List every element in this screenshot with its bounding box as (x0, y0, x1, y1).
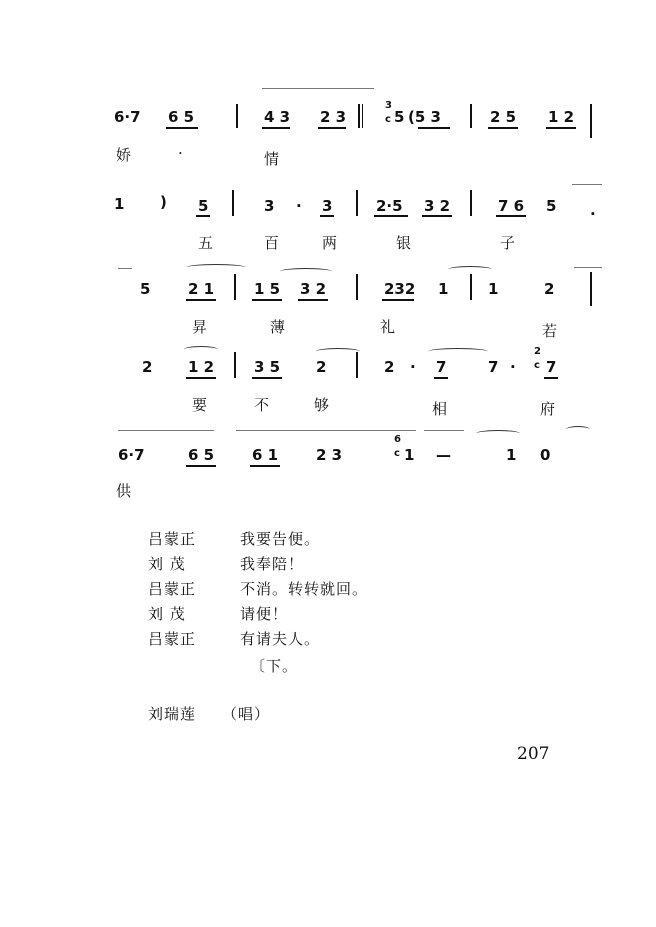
grace-mark: c (385, 114, 391, 125)
tie (428, 348, 488, 355)
lyric: 两 (322, 234, 338, 252)
tie (280, 268, 332, 275)
lyric: 子 (500, 234, 516, 252)
note: 1 (506, 446, 517, 464)
speech: 不消。转转就回。 (240, 580, 369, 598)
beam-line (166, 127, 198, 129)
beam-line (252, 377, 282, 379)
note: 7 (436, 358, 447, 376)
dot: · (296, 197, 302, 215)
dot: · (510, 358, 516, 376)
lyric: 情 (264, 150, 280, 168)
barline (236, 104, 238, 128)
grace-mark: c (394, 448, 400, 459)
note: 5 (140, 280, 151, 298)
note-group: 1 5 (254, 280, 281, 298)
note-group: 6·7 (118, 446, 145, 464)
beam-line (186, 299, 216, 301)
tie (184, 346, 218, 353)
beam-line (422, 215, 452, 217)
tie (186, 264, 246, 271)
note: 5 (198, 197, 209, 215)
note: 7 (546, 358, 557, 376)
note: 2 (142, 358, 153, 376)
beam-line (186, 377, 216, 379)
grace-mark: c (534, 360, 540, 371)
dash-line (236, 430, 416, 431)
grace-note: 2 (534, 346, 541, 357)
note-group: 2 1 (188, 280, 215, 298)
beam-line (262, 127, 290, 129)
beam-line (382, 299, 414, 301)
grace-note: 3 (385, 100, 392, 111)
dash-line (572, 184, 602, 185)
barline (356, 352, 358, 378)
note-group: 6·7 (114, 108, 141, 126)
beam-line (298, 299, 328, 301)
beam-line (544, 377, 558, 379)
lyric: 相 (432, 400, 448, 418)
beam-line (546, 127, 576, 129)
beam-line (250, 465, 280, 467)
tie (448, 266, 492, 273)
beam-line (252, 299, 282, 301)
lyric: 够 (314, 396, 330, 414)
note-group: 4 3 (264, 108, 291, 126)
speech: 我要告便。 (240, 530, 321, 548)
note-group: 1 2 (188, 358, 215, 376)
dash-line (118, 430, 214, 431)
grace-note: 6 (394, 434, 401, 445)
barline (234, 352, 236, 378)
next-singer: 刘瑞莲 (148, 705, 197, 723)
note: 0 (540, 446, 551, 464)
note: 1 (438, 280, 449, 298)
barline (470, 104, 472, 128)
lyric: 若 (542, 322, 558, 340)
note: 2 (544, 280, 555, 298)
lyric: 五 (198, 234, 214, 252)
barline (470, 274, 472, 300)
speaker: 吕蒙正 (148, 580, 197, 598)
lyric: 供 (116, 482, 132, 500)
note-group: 3 2 (424, 197, 451, 215)
note: 5 (394, 108, 405, 126)
note-group: 232 (384, 280, 416, 298)
lyric: 银 (396, 234, 412, 252)
note: 2 (384, 358, 395, 376)
speech: 请便！ (240, 605, 289, 623)
note: 1 (114, 195, 125, 213)
stage-direction: 〔下。 (250, 657, 299, 675)
lyric: 要 (192, 396, 208, 414)
beam-line (374, 215, 408, 217)
note-group: 2 3 (316, 446, 343, 464)
barline (232, 190, 234, 216)
note-group: 3 2 (300, 280, 327, 298)
lyric: · (178, 144, 183, 162)
lyric: 薄 (270, 318, 286, 336)
speaker: 吕蒙正 (148, 630, 197, 648)
barline (590, 272, 592, 306)
speech: 我奉陪！ (240, 555, 305, 573)
beam-line (320, 215, 334, 217)
beam-line (488, 127, 518, 129)
dash-line (262, 88, 374, 89)
note: 1 (404, 446, 415, 464)
lyric: 娇 (116, 146, 132, 164)
note-group: 2 5 (490, 108, 517, 126)
barline (358, 104, 360, 128)
barline (356, 190, 358, 216)
tie (316, 348, 360, 355)
note-group: 7 6 (498, 197, 525, 215)
beam-line (318, 127, 346, 129)
note: 3 (322, 197, 333, 215)
speaker: 刘 茂 (148, 605, 186, 623)
speaker: 刘 茂 (148, 555, 186, 573)
tie (566, 426, 590, 433)
paren: ) (160, 193, 167, 211)
lyric: 昇 (192, 318, 208, 336)
page-number: 207 (517, 744, 550, 764)
lyric: 礼 (380, 318, 396, 336)
lyric: 不 (254, 396, 270, 414)
note-group: (5 3 (408, 108, 441, 126)
tie (476, 430, 520, 437)
note: 1 (488, 280, 499, 298)
note: 7 (488, 358, 499, 376)
dash-line (424, 430, 464, 431)
note: 2 (316, 358, 327, 376)
beam-line (418, 127, 450, 129)
sing-marker: （唱） (222, 705, 271, 723)
barline (234, 274, 236, 300)
note-group: 2·5 (376, 197, 403, 215)
beam-line (496, 215, 526, 217)
note-group: 6 5 (168, 108, 195, 126)
note-group: 6 5 (188, 446, 215, 464)
barline (362, 104, 363, 128)
note: 5 (546, 197, 557, 215)
barline (470, 190, 472, 216)
lyric: 府 (540, 400, 556, 418)
barline (590, 104, 592, 138)
dash-line (118, 268, 132, 269)
beam-line (196, 215, 210, 217)
lyric: 百 (264, 234, 280, 252)
speaker: 吕蒙正 (148, 530, 197, 548)
note: 3 (264, 197, 275, 215)
dash: — (436, 446, 451, 464)
note-group: 2 3 (320, 108, 347, 126)
barline (356, 274, 358, 300)
dot: · (590, 205, 596, 223)
speech: 有请夫人。 (240, 630, 321, 648)
dot: · (410, 358, 416, 376)
beam-line (434, 377, 448, 379)
note-group: 1 2 (548, 108, 575, 126)
note-group: 3 5 (254, 358, 281, 376)
beam-line (186, 465, 216, 467)
note-group: 6 1 (252, 446, 279, 464)
dash-line (574, 267, 602, 268)
